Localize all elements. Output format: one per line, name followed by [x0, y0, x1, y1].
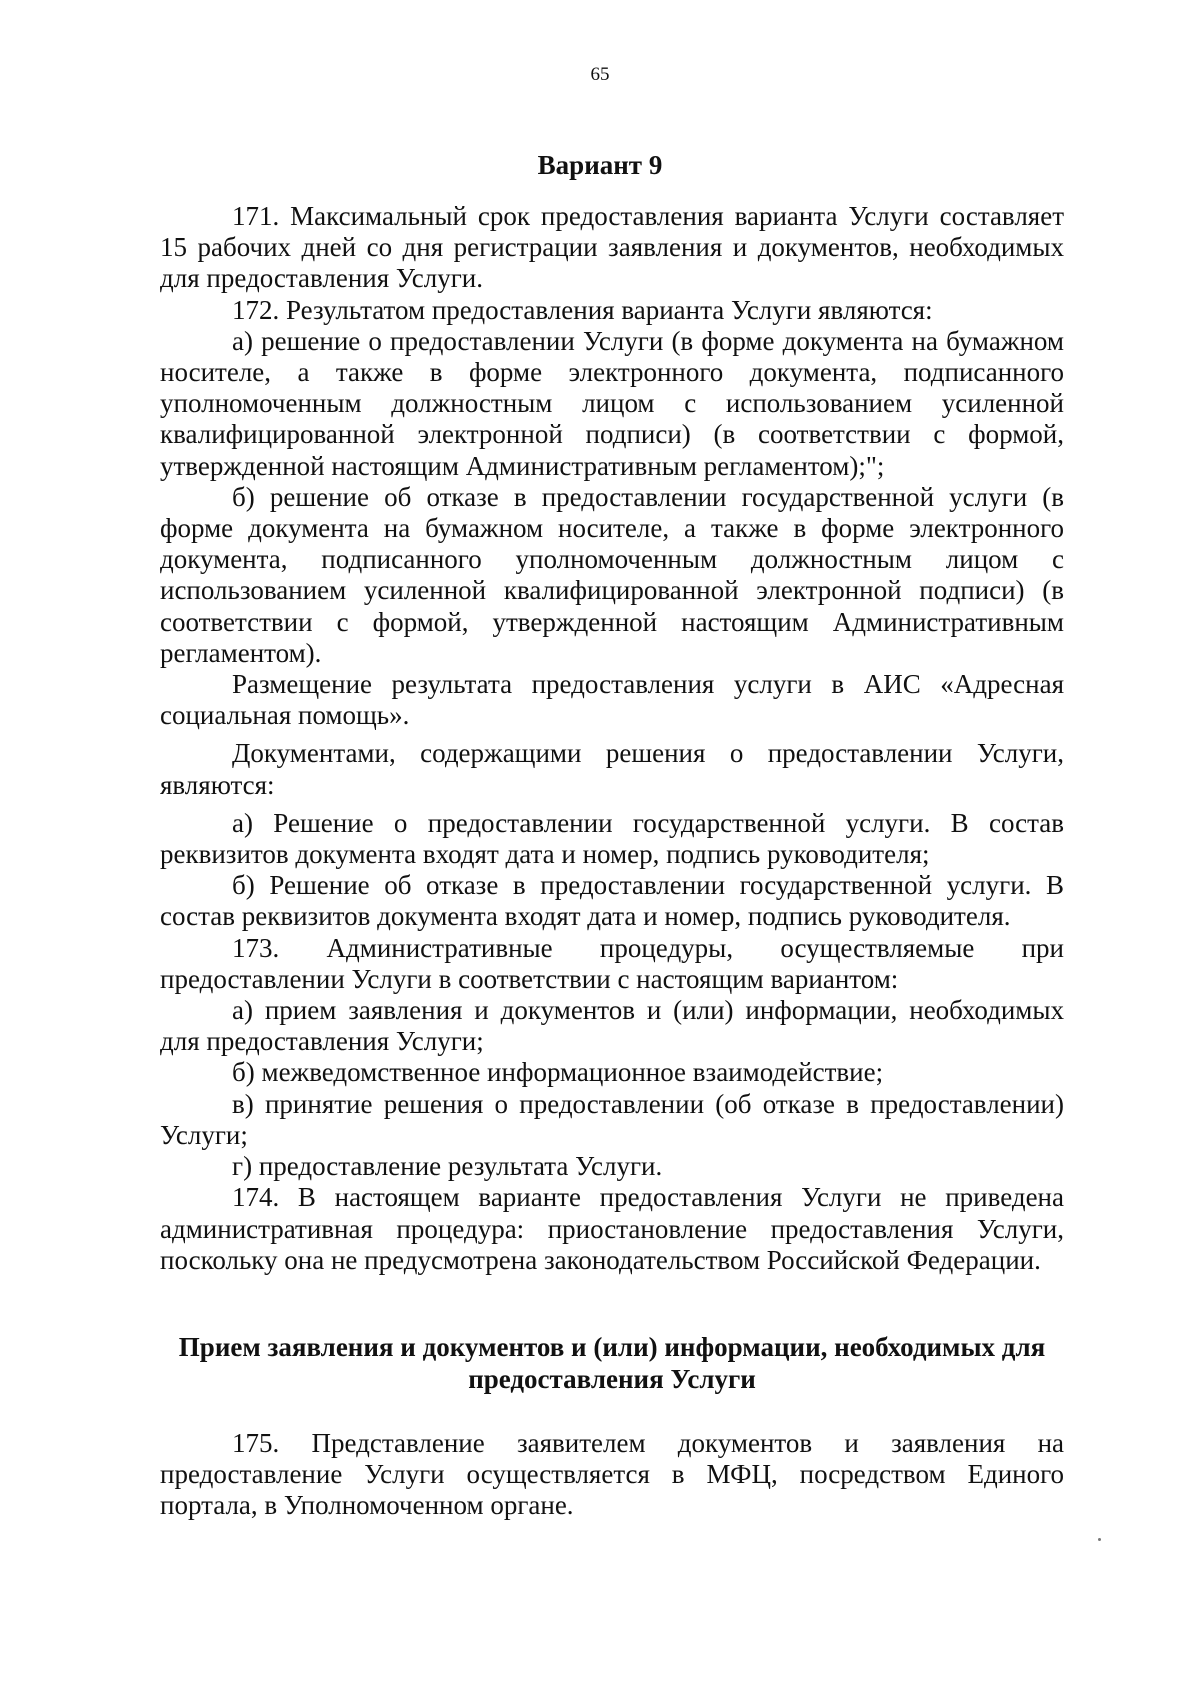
list-item-decision-b: б) Решение об отказе в предоставлении государственной услуги. В состав реквизитов документа входят дата и номер, подпись руководителя.: [160, 870, 1064, 932]
paragraph-172: 172. Результатом предоставления варианта Услуги являются:: [232, 294, 933, 325]
list-item-173-b: б) межведомственное информационное взаимодействие;: [232, 1057, 884, 1088]
main-text: [160, 201, 1064, 1276]
list-item-173-g: г) предоставление результата Услуги.: [232, 1151, 663, 1182]
list-item-173-v: в) принятие решения о предоставлении (об отказе в предоставлении) Услуги;: [160, 1088, 1064, 1150]
variant-heading: Вариант 9: [537, 150, 663, 180]
paragraph-174: 174. В настоящем варианте предоставления Услуги не приведена административная процедура: приостановление предоставления Услуги, поскольку она не предусмотрена законодательством Российской Федерации.: [160, 1182, 1064, 1275]
section-text: [160, 1428, 1064, 1522]
list-item-172-b: б) решение об отказе в предоставлении государственной услуги (в форме документа на бумажном носителе, а также в форме электронного документа, подписанного уполномоченным должностным лицом с использованием усиленной квалифицированной электронной подписи) (в соответствии с формой, утвержденной настоящим Административным регламентом).: [160, 481, 1064, 668]
paragraph-175: 175. Представление заявителем документов и заявления на предоставление Услуги осуществляется в МФЦ, посредством Единого портала, в Уполномоченном органе.: [160, 1428, 1064, 1521]
list-item-172-a: а) решение о предоставлении Услуги (в форме документа на бумажном носителе, а также в форме электронного документа, подписанного уполномоченным должностным лицом с использованием усиленной квалифицированной электронной подписи) (в соответствии с формой, утвержденной настоящим Административным регламентом);";: [160, 325, 1064, 481]
list-item-173-a: а) прием заявления и документов и (или) информации, необходимых для предоставления Услуги;: [160, 995, 1064, 1057]
section-heading: Прием заявления и документов и (или) информации, необходимых для предоставления Услуги: [178, 1332, 1046, 1394]
paragraph-173: 173. Административные процедуры, осуществляемые при предоставлении Услуги в соответствии с настоящим вариантом:: [160, 932, 1064, 994]
paragraph-placement: Размещение результата предоставления услуги в АИС «Адресная социальная помощь».: [160, 669, 1064, 731]
page-number: 65: [590, 64, 610, 85]
paragraph-171: 171. Максимальный срок предоставления варианта Услуги составляет 15 рабочих дней со дня регистрации заявления и документов, необходимых для предоставления Услуги.: [160, 201, 1064, 294]
scan-speck: [1098, 1538, 1101, 1541]
list-item-decision-a: а) Решение о предоставлении государственной услуги. В состав реквизитов документа входят дата и номер, подпись руководителя;: [160, 807, 1064, 870]
paragraph-decision-documents: Документами, содержащими решения о предоставлении Услуги, являются:: [160, 738, 1064, 800]
